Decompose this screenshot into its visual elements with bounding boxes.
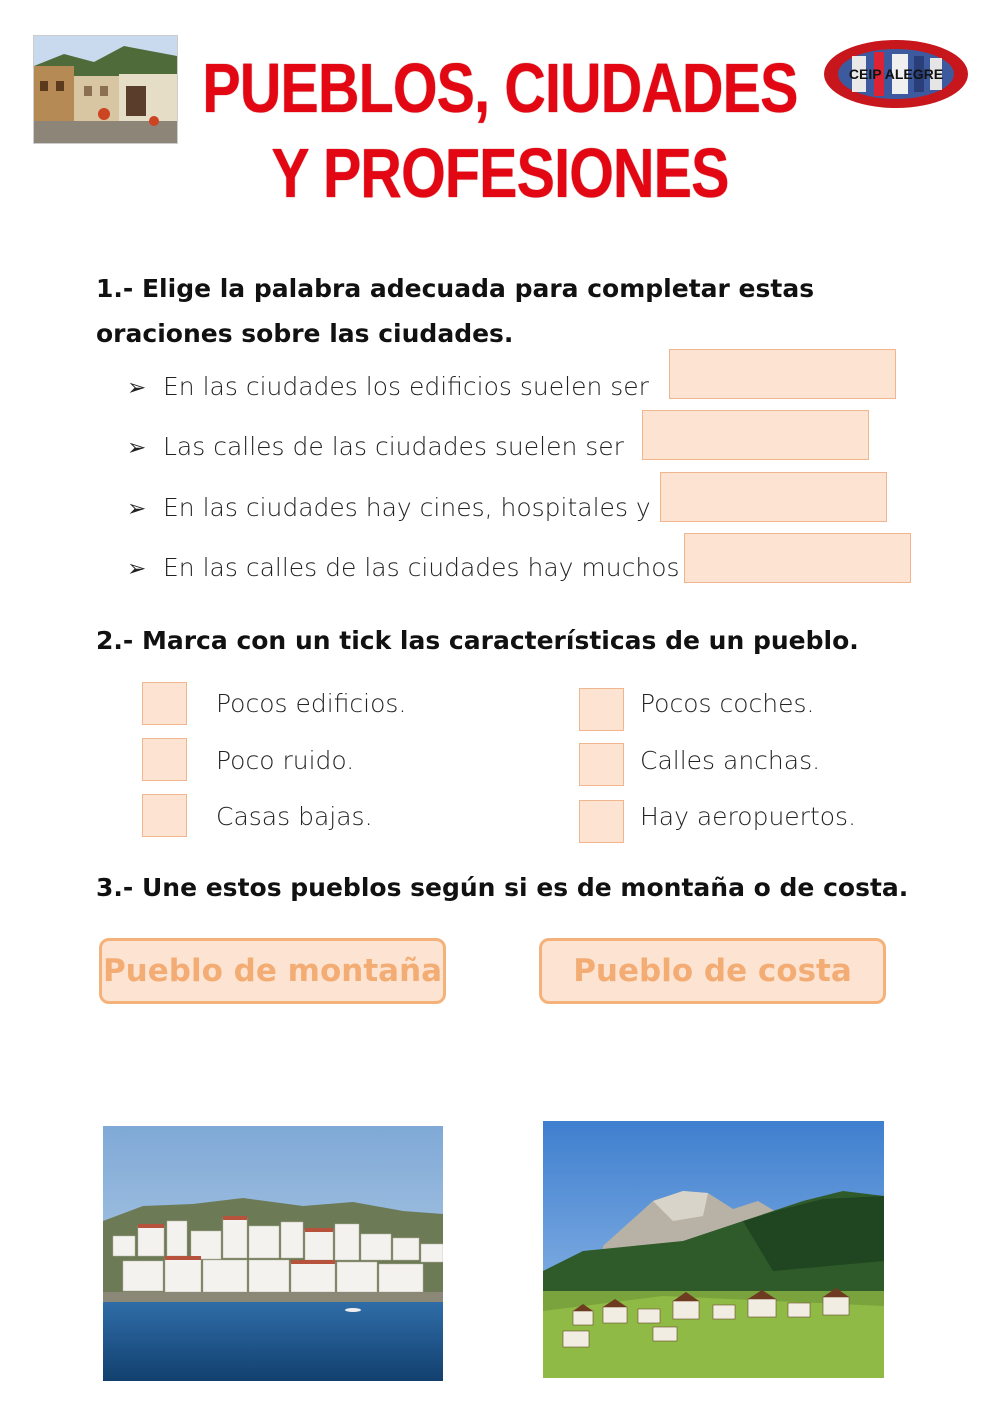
sentence-2 [127, 430, 624, 465]
sentence-1 [127, 370, 649, 405]
mountain-town-photo[interactable] [543, 1121, 884, 1378]
option-pocos-coches: Pocos coches. [640, 689, 815, 718]
sentence-2-text: Las calles de las ciudades suelen ser [163, 432, 624, 461]
page-title-line1: PUEBLOS, CIUDADES [202, 49, 798, 127]
arrow-bullet-icon: ➢ [127, 496, 147, 522]
checkbox-pocos-edificios[interactable] [142, 682, 187, 725]
answer-box-1[interactable] [669, 349, 896, 399]
drop-zone-costa[interactable]: Pueblo de costa [539, 938, 886, 1004]
answer-box-3[interactable] [660, 472, 887, 522]
arrow-bullet-icon: ➢ [127, 435, 147, 461]
coastal-town-photo[interactable] [103, 1126, 443, 1381]
answer-box-4[interactable] [684, 533, 911, 583]
option-calles-anchas: Calles anchas. [640, 746, 821, 775]
checkbox-poco-ruido[interactable] [142, 738, 187, 781]
sentence-3-text: En las ciudades hay cines, hospitales y [163, 493, 651, 522]
sentence-4-text: En las calles de las ciudades hay muchos [163, 553, 680, 582]
question-1-heading: 1.- Elige la palabra adecuada para completar estas oraciones sobre las ciudades. [96, 274, 815, 348]
option-pocos-edificios: Pocos edificios. [216, 689, 407, 718]
question-2-heading: 2.- Marca con un tick las características de un pueblo. [96, 626, 859, 655]
option-poco-ruido: Poco ruido. [216, 746, 355, 775]
checkbox-calles-anchas[interactable] [579, 743, 624, 786]
sentence-4 [127, 551, 680, 586]
answer-box-2[interactable] [642, 410, 869, 460]
page-title-line2: Y PROFESIONES [271, 134, 729, 212]
arrow-bullet-icon: ➢ [127, 375, 147, 401]
sentence-3 [127, 491, 651, 526]
checkbox-hay-aeropuertos[interactable] [579, 800, 624, 843]
question-3-heading: 3.- Une estos pueblos según si es de montaña o de costa. [96, 873, 909, 902]
option-casas-bajas: Casas bajas. [216, 802, 373, 831]
drop-zone-montana[interactable]: Pueblo de montaña [99, 938, 446, 1004]
sentence-1-text: En las ciudades los edificios suelen ser [163, 372, 649, 401]
checkbox-casas-bajas[interactable] [142, 794, 187, 837]
checkbox-pocos-coches[interactable] [579, 688, 624, 731]
arrow-bullet-icon: ➢ [127, 556, 147, 582]
svg-text:CEIP ALEGRE: CEIP ALEGRE [848, 66, 944, 82]
option-hay-aeropuertos: Hay aeropuertos. [640, 802, 857, 831]
